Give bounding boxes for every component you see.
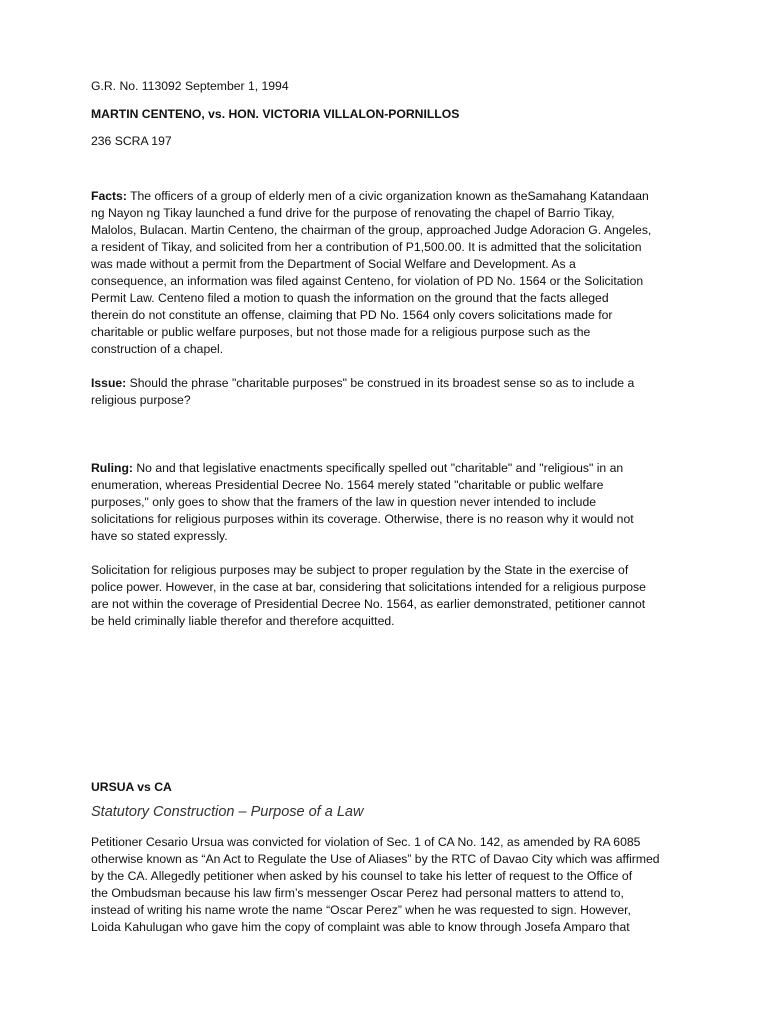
ruling-label: Ruling: <box>91 461 133 475</box>
ruling-line-1: enumeration, whereas Presidential Decree No. 1564 merely stated "charitable or public welfare <box>91 478 604 492</box>
case2-title: URSUA vs CA <box>91 780 172 794</box>
facts-line-3: a resident of Tikay, and solicited from her a contribution of P1,500.00. It is admitted that the solicitation <box>91 240 642 254</box>
facts-label: Facts: <box>91 189 127 203</box>
ruling-line-3: solicitations for religious purposes within its coverage. Otherwise, there is no reason why it would not <box>91 512 634 526</box>
facts-line-4: was made without a permit from the Department of Social Welfare and Development. As a <box>91 257 576 271</box>
ruling-line-4: have so stated expressly. <box>91 529 228 543</box>
scra-reference: 236 SCRA 197 <box>91 134 172 148</box>
facts-line-9: construction of a chapel. <box>91 342 224 356</box>
solicitation-line-1: police power. However, in the case at bar, considering that solicitations intended for a religious purpose <box>91 580 646 594</box>
issue-line-1: religious purpose? <box>91 393 191 407</box>
case2-line-2: by the CA. Allegedly petitioner when asked by his counsel to take his letter of request to the Office of <box>91 869 633 883</box>
solicitation-line-3: be held criminally liable therefor and therefore acquitted. <box>91 614 395 628</box>
facts-line-7: therein do not constitute an offense, claiming that PD No. 1564 only covers solicitations made for <box>91 308 613 322</box>
facts-line-8: charitable or public welfare purposes, but not those made for a religious purpose such as the <box>91 325 591 339</box>
ruling-line-0: Ruling: No and that legislative enactments specifically spelled out "charitable" and "religious" in an <box>91 461 624 475</box>
facts-line-2: Malolos, Bulacan. Martin Centeno, the chairman of the group, approached Judge Adoracion G. Angeles, <box>91 223 652 237</box>
solicitation-line-2: are not within the coverage of Presidential Decree No. 1564, as earlier demonstrated, petitioner cannot <box>91 597 646 611</box>
case2-line-4: instead of writing his name wrote the name “Oscar Perez” when he was requested to sign. However, <box>91 903 631 917</box>
facts-line-1: ng Nayon ng Tikay launched a fund drive for the purpose of renovating the chapel of Barrio Tikay, <box>91 206 615 220</box>
issue-label: Issue: <box>91 376 127 390</box>
issue-line-0: Issue: Should the phrase "charitable purposes" be construed in its broadest sense so as to include a <box>91 376 635 390</box>
case2-line-3: the Ombudsman because his law firm’s messenger Oscar Perez had personal matters to attend to, <box>91 886 624 900</box>
case2-line-1: otherwise known as “An Act to Regulate the Use of Aliases” by the RTC of Davao City which was affirmed <box>91 852 660 866</box>
case2-line-5: Loida Kahulugan who gave him the copy of complaint was able to know through Josefa Amparo that <box>91 920 630 934</box>
case-title: MARTIN CENTENO, vs. HON. VICTORIA VILLALON-PORNILLOS <box>91 107 460 121</box>
case2-subtitle: Statutory Construction – Purpose of a Law <box>91 804 364 820</box>
facts-line-6: Permit Law. Centeno filed a motion to quash the information on the ground that the facts alleged <box>91 291 609 305</box>
facts-line-5: consequence, an information was filed against Centeno, for violation of PD No. 1564 or the Solicitation <box>91 274 644 288</box>
solicitation-line-0: Solicitation for religious purposes may be subject to proper regulation by the State in the exercise of <box>91 563 629 577</box>
facts-line-0: Facts: The officers of a group of elderly men of a civic organization known as theSamahang Katandaan <box>91 189 649 203</box>
case2-line-0: Petitioner Cesario Ursua was convicted for violation of Sec. 1 of CA No. 142, as amended by RA 6085 <box>91 835 641 849</box>
case-citation: G.R. No. 113092 September 1, 1994 <box>91 79 289 93</box>
ruling-line-2: purposes," only goes to show that the framers of the law in question never intended to include <box>91 495 596 509</box>
